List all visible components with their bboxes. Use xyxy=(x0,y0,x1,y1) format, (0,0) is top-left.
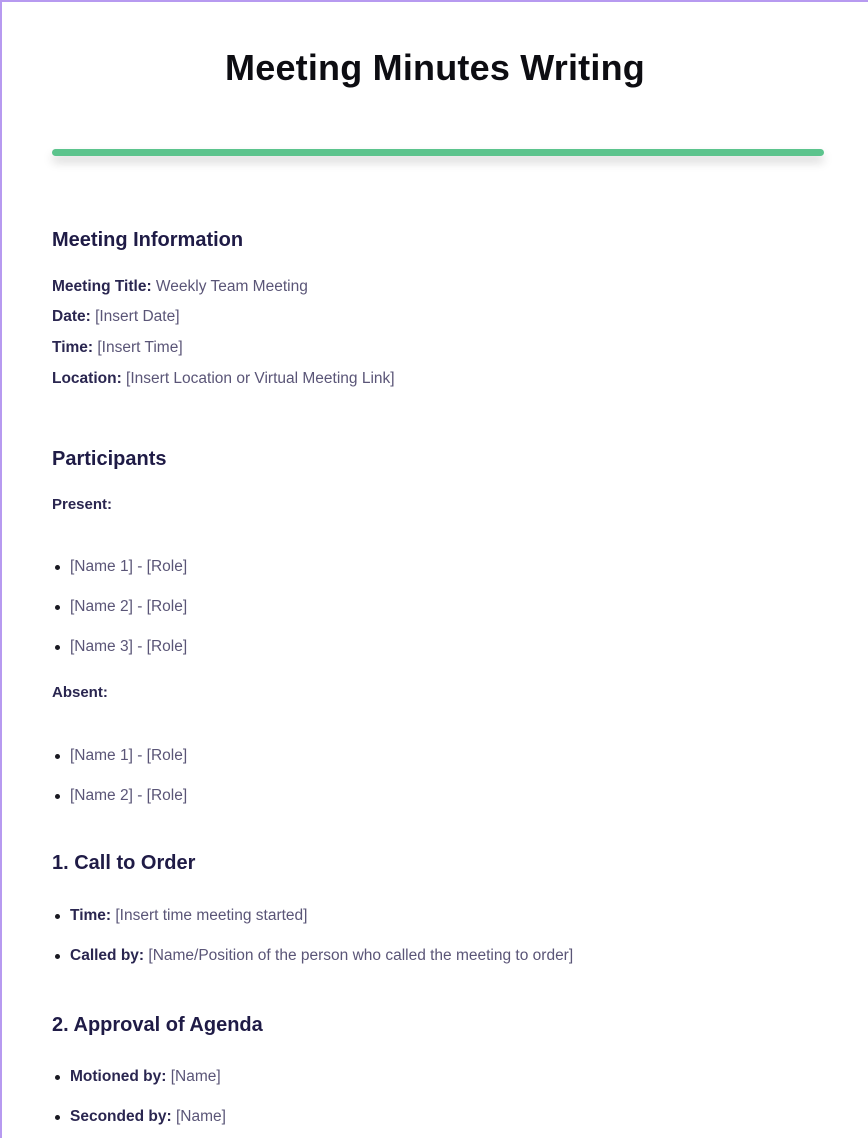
bullet-icon xyxy=(55,914,60,919)
bullet-icon xyxy=(55,954,60,959)
section-heading-call-to-order: 1. Call to Order xyxy=(52,852,196,874)
list-item-called-by: Called by: [Name/Position of the person who called the meeting to order] xyxy=(52,946,573,966)
field-value: [Insert Time] xyxy=(93,339,183,356)
list-item-present: [Name 1] - [Role] xyxy=(52,557,187,577)
field-value: [Insert Location or Virtual Meeting Link] xyxy=(121,370,395,387)
bullet-icon xyxy=(55,1075,60,1080)
field-date xyxy=(52,307,180,327)
field-value: Weekly Team Meeting xyxy=(151,278,308,295)
absent-label: Absent: xyxy=(52,684,108,701)
present-label: Present: xyxy=(52,496,113,513)
field-location xyxy=(52,369,395,389)
document-title: Meeting Minutes Writing xyxy=(225,47,645,88)
field-label: Meeting Title: xyxy=(52,278,152,295)
list-item-absent: [Name 1] - [Role] xyxy=(52,746,187,766)
list-item-present: [Name 2] - [Role] xyxy=(52,597,187,617)
section-heading-approval-of-agenda: 2. Approval of Agenda xyxy=(52,1014,263,1036)
bullet-icon xyxy=(55,794,60,799)
bullet-icon xyxy=(55,605,60,610)
field-label: Location: xyxy=(52,370,122,387)
field-label: Date: xyxy=(52,308,91,325)
field-time xyxy=(52,338,183,358)
section-heading-participants: Participants xyxy=(52,448,167,470)
list-item-absent: [Name 2] - [Role] xyxy=(52,786,187,806)
section-heading-meeting-information: Meeting Information xyxy=(52,229,244,251)
bullet-icon xyxy=(55,645,60,650)
field-label: Time: xyxy=(52,339,94,356)
list-item-call-time: Time: [Insert time meeting started] xyxy=(52,906,307,926)
title-divider xyxy=(52,149,824,156)
list-item-present: [Name 3] - [Role] xyxy=(52,637,187,657)
bullet-icon xyxy=(55,754,60,759)
list-item-motioned-by: Motioned by: [Name] xyxy=(52,1067,221,1087)
field-value: [Insert Date] xyxy=(90,308,180,325)
document-page xyxy=(2,2,868,1138)
bullet-icon xyxy=(55,1115,60,1120)
list-item-seconded-by: Seconded by: [Name] xyxy=(52,1107,226,1127)
bullet-icon xyxy=(55,565,60,570)
field-meeting-title xyxy=(52,277,308,297)
